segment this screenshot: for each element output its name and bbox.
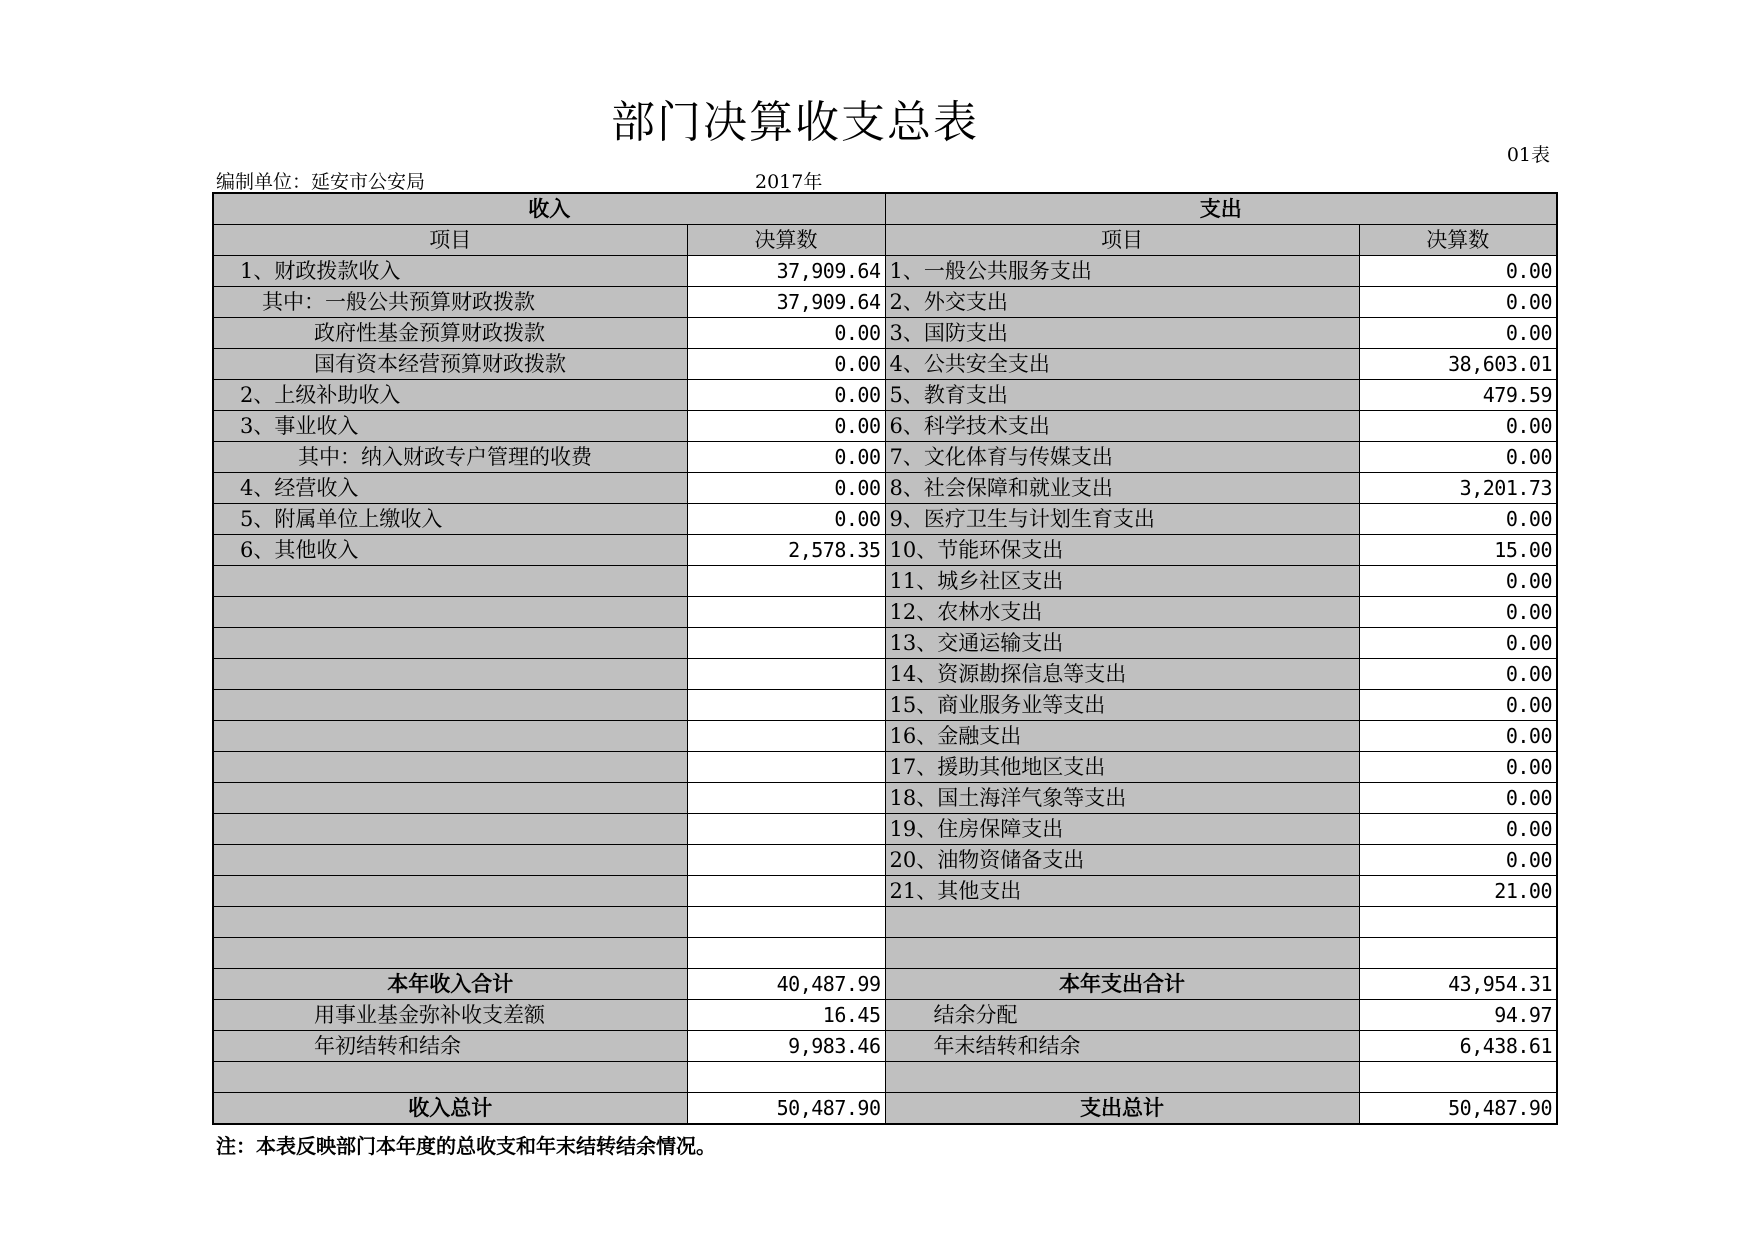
header-row-2 xyxy=(213,225,1557,256)
table-row xyxy=(213,442,1557,473)
expense-label: 4、公共安全支出 xyxy=(885,349,1359,380)
expense-value: 479.59 xyxy=(1359,380,1557,411)
income-grand-total-value: 50,487.90 xyxy=(687,1093,885,1125)
expense-label: 5、教育支出 xyxy=(885,380,1359,411)
header-row-1 xyxy=(213,193,1557,225)
income-value: 0.00 xyxy=(687,411,885,442)
expense-label: 1、一般公共服务支出 xyxy=(885,256,1359,287)
expense-label: 18、国土海洋气象等支出 xyxy=(885,783,1359,814)
expense-label: 6、科学技术支出 xyxy=(885,411,1359,442)
unit-label: 编制单位：延安市公安局 xyxy=(216,171,426,193)
table-row xyxy=(213,287,1557,318)
expense-label: 13、交通运输支出 xyxy=(885,628,1359,659)
expense-label: 15、商业服务业等支出 xyxy=(885,690,1359,721)
income-label: 6、其他收入 xyxy=(213,535,687,566)
expense-value: 0.00 xyxy=(1359,566,1557,597)
expense-value: 21.00 xyxy=(1359,876,1557,907)
income-value: 0.00 xyxy=(687,349,885,380)
begin-carryover-label: 年初结转和结余 xyxy=(213,1031,687,1062)
expense-value: 0.00 xyxy=(1359,845,1557,876)
income-label: 国有资本经营预算财政拨款 xyxy=(213,349,687,380)
expense-label: 7、文化体育与传媒支出 xyxy=(885,442,1359,473)
table-row xyxy=(213,721,1557,752)
income-grand-total-label: 收入总计 xyxy=(213,1093,687,1125)
footnote: 注：本表反映部门本年度的总收支和年末结转结余情况。 xyxy=(216,1134,716,1158)
table-row xyxy=(213,256,1557,287)
income-label: 其中：一般公共预算财政拨款 xyxy=(213,287,687,318)
expense-value: 0.00 xyxy=(1359,814,1557,845)
distribution-value: 94.97 xyxy=(1359,1000,1557,1031)
income-value: 37,909.64 xyxy=(687,256,885,287)
expense-label: 3、国防支出 xyxy=(885,318,1359,349)
table-row xyxy=(213,380,1557,411)
income-label: 3、事业收入 xyxy=(213,411,687,442)
expense-label: 21、其他支出 xyxy=(885,876,1359,907)
income-label: 5、附属单位上缴收入 xyxy=(213,504,687,535)
income-label: 1、财政拨款收入 xyxy=(213,256,687,287)
table-row xyxy=(213,349,1557,380)
income-header: 收入 xyxy=(213,193,885,225)
fund-value: 16.45 xyxy=(687,1000,885,1031)
expense-grand-total-value: 50,487.90 xyxy=(1359,1093,1557,1125)
grand-total-row xyxy=(213,1093,1557,1125)
expense-value: 15.00 xyxy=(1359,535,1557,566)
table-row xyxy=(213,814,1557,845)
distribution-label: 结余分配 xyxy=(885,1000,1359,1031)
year-total-row xyxy=(213,969,1557,1000)
expense-value: 0.00 xyxy=(1359,783,1557,814)
income-label: 4、经营收入 xyxy=(213,473,687,504)
expense-label: 19、住房保障支出 xyxy=(885,814,1359,845)
begin-carryover-value: 9,983.46 xyxy=(687,1031,885,1062)
empty-row xyxy=(213,907,1557,938)
expense-label: 11、城乡社区支出 xyxy=(885,566,1359,597)
expense-value: 0.00 xyxy=(1359,504,1557,535)
income-year-total-label: 本年收入合计 xyxy=(213,969,687,1000)
income-value: 0.00 xyxy=(687,473,885,504)
income-value: 0.00 xyxy=(687,380,885,411)
income-label: 政府性基金预算财政拨款 xyxy=(213,318,687,349)
expense-amount-header: 决算数 xyxy=(1359,225,1557,256)
expense-value: 38,603.01 xyxy=(1359,349,1557,380)
expense-item-header: 项目 xyxy=(885,225,1359,256)
end-carryover-value: 6,438.61 xyxy=(1359,1031,1557,1062)
empty-row xyxy=(213,938,1557,969)
expense-value: 0.00 xyxy=(1359,287,1557,318)
expense-value: 0.00 xyxy=(1359,752,1557,783)
expense-label: 9、医疗卫生与计划生育支出 xyxy=(885,504,1359,535)
expense-value: 0.00 xyxy=(1359,659,1557,690)
expense-value: 0.00 xyxy=(1359,442,1557,473)
income-value: 2,578.35 xyxy=(687,535,885,566)
table-row xyxy=(213,783,1557,814)
expense-label: 20、油物资储备支出 xyxy=(885,845,1359,876)
expense-label: 14、资源勘探信息等支出 xyxy=(885,659,1359,690)
table-row xyxy=(213,597,1557,628)
year-label: 2017年 xyxy=(755,171,823,193)
table-row xyxy=(213,318,1557,349)
expense-label: 10、节能环保支出 xyxy=(885,535,1359,566)
expense-header: 支出 xyxy=(885,193,1557,225)
expense-value: 0.00 xyxy=(1359,690,1557,721)
expense-label: 2、外交支出 xyxy=(885,287,1359,318)
carryover-row xyxy=(213,1031,1557,1062)
expense-value: 3,201.73 xyxy=(1359,473,1557,504)
table-row xyxy=(213,566,1557,597)
income-value: 0.00 xyxy=(687,442,885,473)
expense-value: 0.00 xyxy=(1359,318,1557,349)
income-value: 37,909.64 xyxy=(687,287,885,318)
empty-row xyxy=(213,1062,1557,1093)
table-row xyxy=(213,752,1557,783)
table-row xyxy=(213,845,1557,876)
fund-label: 用事业基金弥补收支差额 xyxy=(213,1000,687,1031)
budget-table xyxy=(212,192,1558,1125)
income-label: 其中：纳入财政专户管理的收费 xyxy=(213,442,687,473)
expense-value: 0.00 xyxy=(1359,597,1557,628)
expense-value: 0.00 xyxy=(1359,411,1557,442)
table-row xyxy=(213,659,1557,690)
expense-value: 0.00 xyxy=(1359,628,1557,659)
income-label: 2、上级补助收入 xyxy=(213,380,687,411)
income-item-header: 项目 xyxy=(213,225,687,256)
end-carryover-label: 年末结转和结余 xyxy=(885,1031,1359,1062)
table-row xyxy=(213,411,1557,442)
expense-label: 16、金融支出 xyxy=(885,721,1359,752)
table-row xyxy=(213,535,1557,566)
expense-value: 0.00 xyxy=(1359,721,1557,752)
page-title: 部门决算收支总表 xyxy=(611,97,979,148)
expense-label: 17、援助其他地区支出 xyxy=(885,752,1359,783)
expense-label: 8、社会保障和就业支出 xyxy=(885,473,1359,504)
expense-label: 12、农林水支出 xyxy=(885,597,1359,628)
table-row xyxy=(213,876,1557,907)
table-row xyxy=(213,628,1557,659)
expense-value: 0.00 xyxy=(1359,256,1557,287)
income-value: 0.00 xyxy=(687,318,885,349)
expense-year-total-value: 43,954.31 xyxy=(1359,969,1557,1000)
table-row xyxy=(213,504,1557,535)
expense-year-total-label: 本年支出合计 xyxy=(885,969,1359,1000)
income-year-total-value: 40,487.99 xyxy=(687,969,885,1000)
income-amount-header: 决算数 xyxy=(687,225,885,256)
table-row xyxy=(213,690,1557,721)
table-row xyxy=(213,473,1557,504)
expense-grand-total-label: 支出总计 xyxy=(885,1093,1359,1125)
income-value: 0.00 xyxy=(687,504,885,535)
fund-row xyxy=(213,1000,1557,1031)
table-code: 01表 xyxy=(1506,144,1550,166)
